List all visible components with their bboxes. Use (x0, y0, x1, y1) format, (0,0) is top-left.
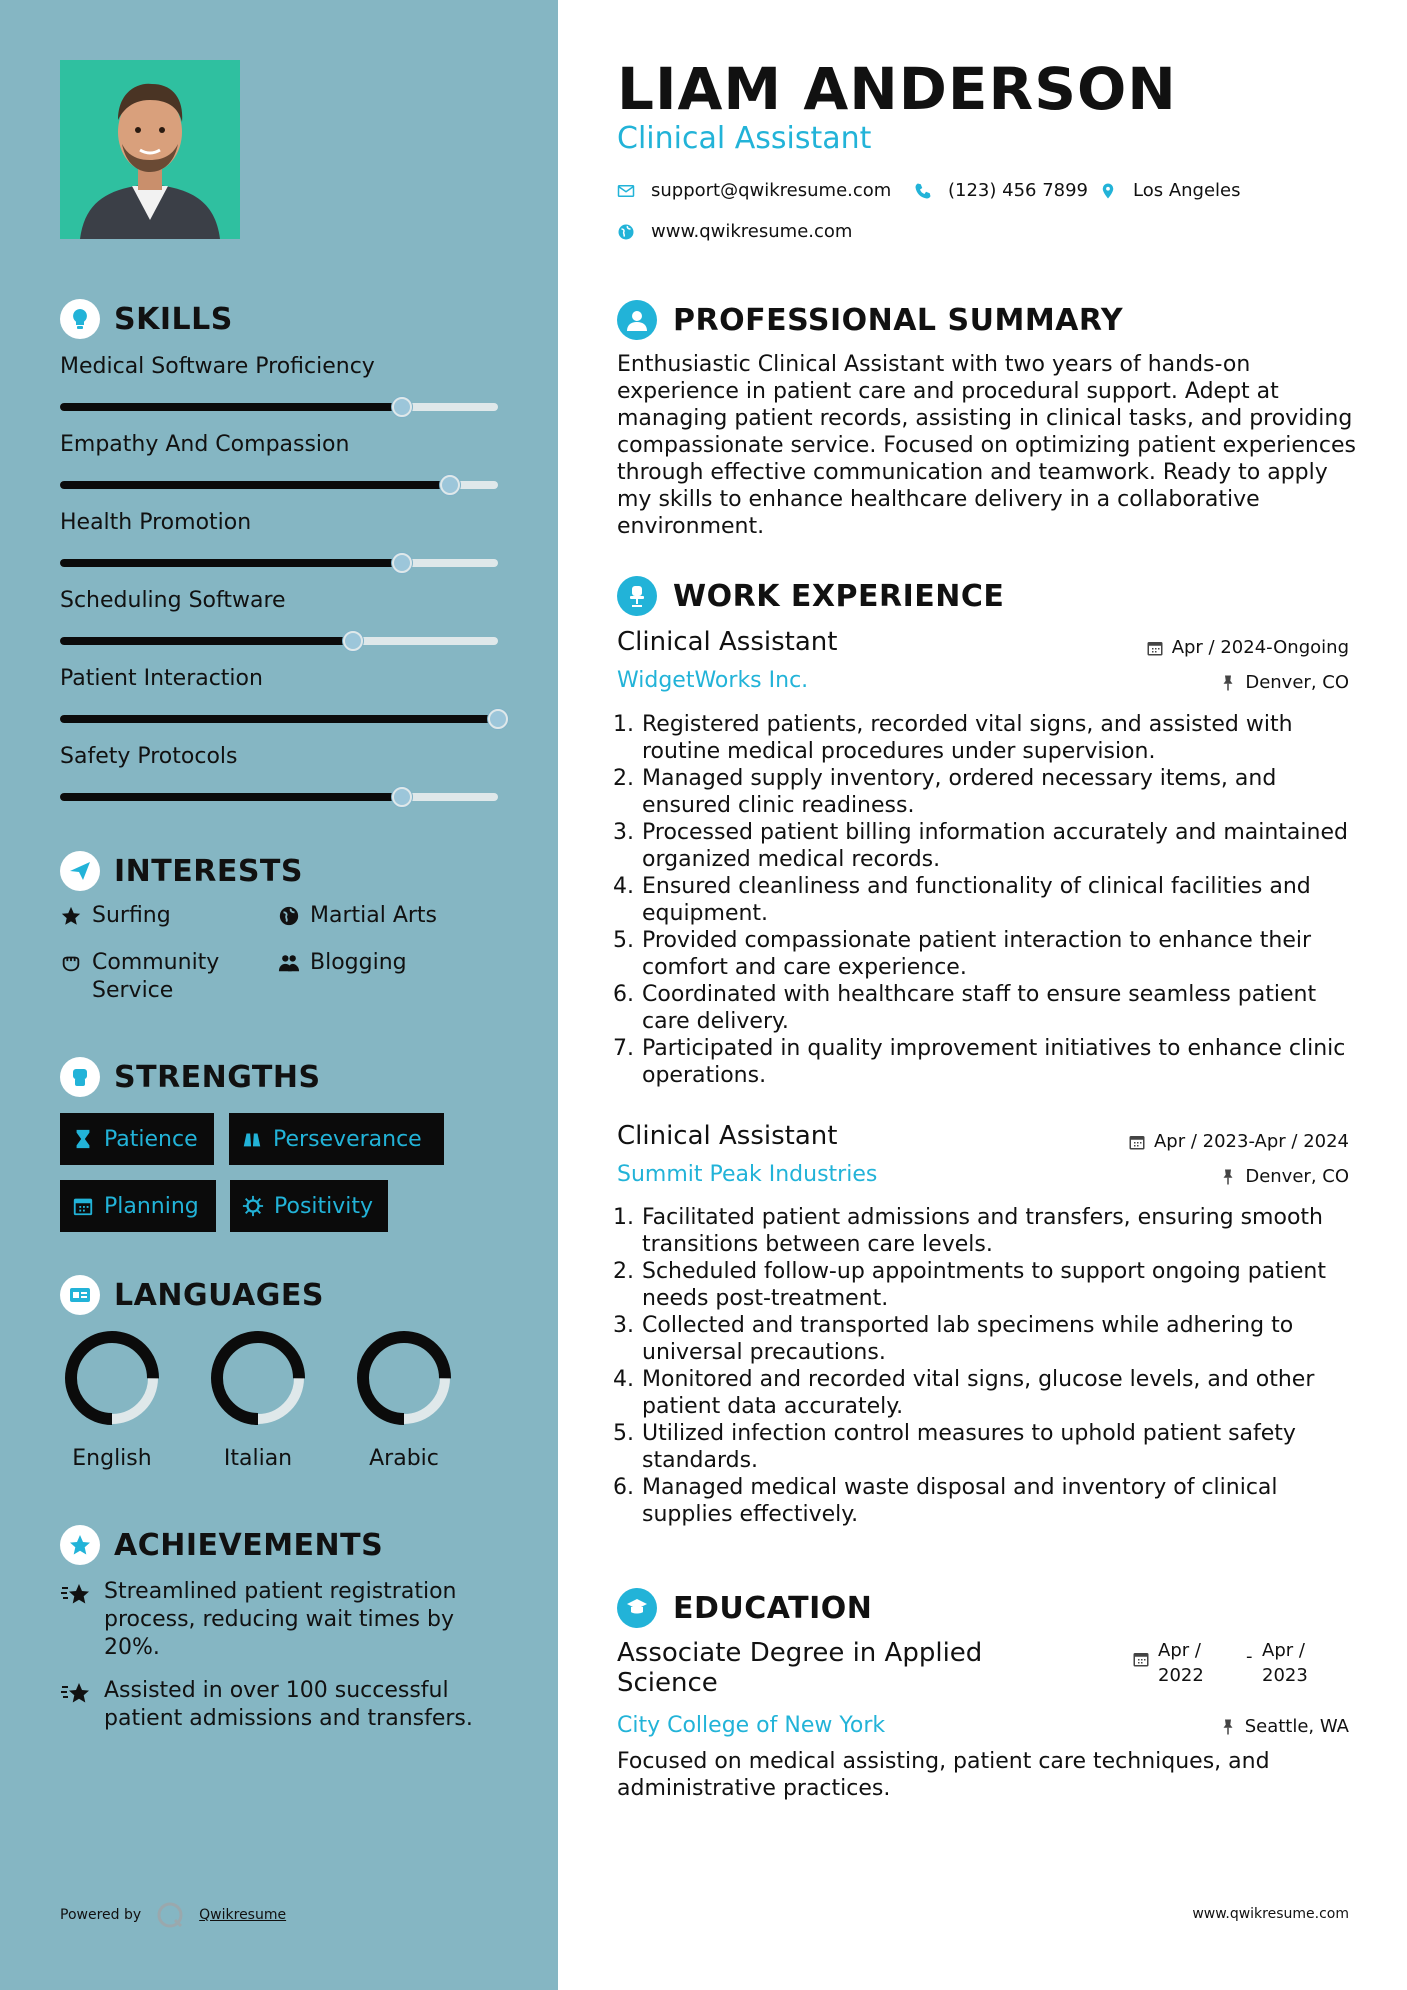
degree-title: Associate Degree in Applied Science (617, 1638, 983, 1698)
skill-level-fill (60, 637, 353, 645)
fist-icon (60, 1057, 100, 1097)
sidebar (0, 0, 558, 1990)
shooting-star-icon (60, 1677, 92, 1709)
candidate-role: Clinical Assistant (617, 121, 872, 156)
language-name: Arabic (369, 1446, 439, 1471)
contact-phone[interactable]: (123) 456 7899 (914, 180, 1088, 201)
job-company: WidgetWorks Inc. (617, 668, 809, 693)
contact-website[interactable]: www.qwikresume.com (617, 221, 852, 242)
language-name: English (72, 1446, 152, 1471)
skill-item (60, 508, 500, 567)
skill-level-bar (60, 559, 498, 567)
candidate-name: LIAM ANDERSON (617, 55, 1177, 123)
experience-heading (617, 576, 1004, 616)
section-title: PROFESSIONAL SUMMARY (673, 302, 1124, 338)
skill-level-knob (440, 475, 460, 495)
languages-heading (60, 1275, 324, 1315)
section-title: WORK EXPERIENCE (673, 578, 1005, 614)
star-badge-icon (60, 1525, 100, 1565)
hourglass-icon (72, 1128, 94, 1150)
powered-by: Powered by Qwikresume (60, 1900, 286, 1930)
hand-icon (60, 952, 82, 974)
section-title: EDUCATION (673, 1590, 873, 1626)
contact-location: Los Angeles (1099, 180, 1241, 201)
skill-level-fill (60, 403, 402, 411)
language-level-ring (210, 1330, 306, 1426)
calendar-icon (1128, 1133, 1146, 1151)
duty-item: 5. Utilized infection control measures to uphold patient safety standards. (613, 1421, 1296, 1473)
education-heading (617, 1588, 872, 1628)
job-location: Denver, CO (1219, 1166, 1349, 1187)
duty-item: 3. Collected and transported lab specimens while adhering to universal precautions. (613, 1313, 1294, 1365)
job-company: Summit Peak Industries (617, 1162, 878, 1187)
education-location: Seattle, WA (1219, 1716, 1349, 1737)
language-level-ring (64, 1330, 160, 1426)
users-icon (278, 952, 300, 974)
section-title: LANGUAGES (114, 1277, 324, 1313)
paper-plane-icon (60, 851, 100, 891)
education-dates: Apr / 2022 - Apr / 2023 (1132, 1638, 1308, 1688)
skill-level-bar (60, 403, 498, 411)
section-title: SKILLS (114, 301, 233, 337)
skill-item (60, 352, 500, 411)
skill-level-fill (60, 793, 402, 801)
user-icon (617, 300, 657, 340)
job-duties-list (608, 711, 1368, 1089)
duty-item: 1. Facilitated patient admissions and transfers, ensuring smooth transitions between care levels. (613, 1205, 1323, 1257)
language-item (344, 1330, 464, 1471)
duty-item: 2. Managed supply inventory, ordered necessary items, and ensured clinic readiness. (613, 766, 1277, 818)
job-date: Apr / 2024-Ongoing (1146, 637, 1349, 658)
language-level-ring (356, 1330, 452, 1426)
skill-name: Empathy And Compassion (60, 432, 350, 457)
skill-level-fill (60, 559, 402, 567)
section-title: INTERESTS (114, 853, 303, 889)
interest-item: Community Service (60, 949, 250, 1005)
strength-badge: Planning (60, 1180, 216, 1232)
qwikresume-logo-icon (155, 1900, 185, 1930)
globe-icon (617, 223, 635, 241)
skill-name: Medical Software Proficiency (60, 354, 375, 379)
skill-level-knob (488, 709, 508, 729)
sun-icon (242, 1195, 264, 1217)
contact-email[interactable]: support@qwikresume.com (617, 180, 891, 201)
pushpin-icon (1219, 1718, 1237, 1736)
calendar-icon (72, 1195, 94, 1217)
graduate-icon (617, 1588, 657, 1628)
globe-icon (278, 905, 300, 927)
qwikresume-link[interactable]: Qwikresume (199, 1907, 287, 1923)
map-pin-icon (1099, 182, 1117, 200)
duty-item: 1. Registered patients, recorded vital signs, and assisted with routine medical procedures under supervision. (613, 712, 1293, 764)
skill-level-knob (343, 631, 363, 651)
strength-badge: Patience (60, 1113, 214, 1165)
language-item (52, 1330, 172, 1471)
education-text: Focused on medical assisting, patient care techniques, and administrative practices. (617, 1749, 1270, 1801)
skill-level-fill (60, 715, 498, 723)
star-icon (60, 905, 82, 927)
skill-item (60, 664, 500, 723)
duty-item: 6. Managed medical waste disposal and inventory of clinical supplies effectively. (613, 1475, 1278, 1527)
language-item (198, 1330, 318, 1471)
skill-item (60, 586, 500, 645)
job-date: Apr / 2023-Apr / 2024 (1128, 1131, 1349, 1152)
binoculars-icon (241, 1128, 263, 1150)
office-chair-icon (617, 576, 657, 616)
job-location: Denver, CO (1219, 672, 1349, 693)
interest-item: Surfing (60, 902, 171, 930)
profile-photo (60, 60, 240, 239)
skill-item (60, 430, 500, 489)
job-title: Clinical Assistant (617, 1121, 838, 1151)
skills-heading (60, 299, 233, 339)
language-name: Italian (223, 1446, 293, 1471)
duty-item: 3. Processed patient billing information accurately and maintained organized medical records. (613, 820, 1348, 872)
school-name: City College of New York (617, 1713, 886, 1738)
skill-level-knob (392, 397, 412, 417)
strength-badge: Positivity (230, 1180, 388, 1232)
skill-level-bar (60, 793, 498, 801)
skill-level-knob (392, 787, 412, 807)
duty-item: 7. Participated in quality improvement initiatives to enhance clinic operations. (613, 1036, 1346, 1088)
summary-heading (617, 300, 1123, 340)
skill-name: Patient Interaction (60, 666, 263, 691)
interest-item: Martial Arts (278, 902, 437, 930)
skill-level-bar (60, 715, 498, 723)
phone-icon (914, 182, 932, 200)
envelope-icon (617, 182, 635, 200)
interest-item: Blogging (278, 949, 407, 977)
duty-item: 4. Ensured cleanliness and functionality of clinical facilities and equipment. (613, 874, 1311, 926)
calendar-icon (1132, 1650, 1150, 1668)
skill-item (60, 742, 500, 801)
section-title: ACHIEVEMENTS (114, 1527, 384, 1563)
skill-level-bar (60, 481, 498, 489)
strength-badge: Perseverance (229, 1113, 444, 1165)
job-title: Clinical Assistant (617, 627, 838, 657)
summary-text: Enthusiastic Clinical Assistant with two years of hands-on experience in patient care and procedural support. Adept at managing patient records, assisting in clinical tasks, and providing compassionate service. Focused on optimizing patient experiences through effective communication and teamwork. Ready to apply my skills to enhance healthcare delivery in a collaborative environment. (617, 352, 1356, 539)
skill-name: Health Promotion (60, 510, 252, 535)
achievements-heading (60, 1525, 383, 1565)
job-duties-list (608, 1204, 1368, 1528)
pushpin-icon (1219, 1168, 1237, 1186)
section-title: STRENGTHS (114, 1059, 321, 1095)
skill-level-bar (60, 637, 498, 645)
duty-item: 6. Coordinated with healthcare staff to ensure seamless patient care delivery. (613, 982, 1317, 1034)
lightbulb-icon (60, 299, 100, 339)
calendar-icon (1146, 639, 1164, 657)
skill-name: Scheduling Software (60, 588, 286, 613)
duty-item: 2. Scheduled follow-up appointments to support ongoing patient needs post-treatment. (613, 1259, 1326, 1311)
skill-level-knob (392, 553, 412, 573)
shooting-star-icon (60, 1578, 92, 1610)
language-card-icon (60, 1275, 100, 1315)
duty-item: 5. Provided compassionate patient interaction to enhance their comfort and care experience. (613, 928, 1312, 980)
achievement-item: Streamlined patient registration process, reducing wait times by 20%. (60, 1578, 490, 1662)
interests-heading (60, 851, 303, 891)
duty-item: 4. Monitored and recorded vital signs, glucose levels, and other patient data accurately. (613, 1367, 1315, 1419)
footer-website-link[interactable]: www.qwikresume.com (1192, 1906, 1349, 1922)
achievement-item: Assisted in over 100 successful patient admissions and transfers. (60, 1677, 490, 1733)
skill-name: Safety Protocols (60, 744, 238, 769)
strengths-heading (60, 1057, 321, 1097)
skill-level-fill (60, 481, 450, 489)
pushpin-icon (1219, 674, 1237, 692)
